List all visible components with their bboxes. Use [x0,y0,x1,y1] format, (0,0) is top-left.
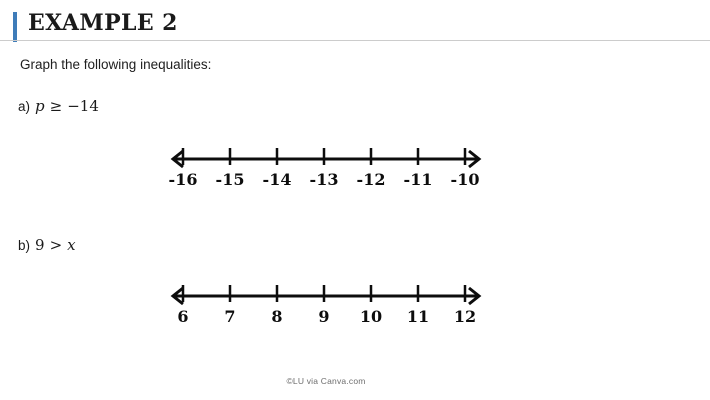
problem-b-label: b) [18,238,31,253]
numberline-a-ticks [183,148,465,165]
tick-label: 6 [177,307,189,326]
problem-b-variable: x [67,236,76,254]
tick-label: 10 [359,307,383,326]
title-accent-bar [13,12,17,42]
problem-a-variable: p [35,97,45,115]
tick-label: 9 [318,307,330,326]
tick-label: -10 [450,170,480,189]
problem-a [18,97,99,116]
problem-b-operator: > [49,236,63,254]
problem-a-value: −14 [67,97,99,115]
slide-title: EXAMPLE 2 [28,10,178,36]
numberline-a [166,140,486,192]
tick-label: -15 [215,170,245,189]
numberline-b-labels [177,307,476,326]
title-divider [0,40,710,41]
tick-label: -14 [262,170,292,189]
tick-label: 8 [271,307,283,326]
tick-label: -16 [168,170,198,189]
numberline-a-labels [169,170,480,189]
problem-a-operator: ≥ [49,97,63,115]
attribution-footer: ©LU via Canva.com [286,376,366,386]
problem-b-value: 9 [35,236,45,254]
tick-label: -13 [309,170,339,189]
tick-label: 12 [453,307,477,326]
problem-a-label: a) [18,99,31,114]
problem-b [18,236,76,255]
tick-label: 7 [224,307,236,326]
numberline-b [166,277,486,329]
numberline-b-ticks [183,285,465,302]
instruction-text: Graph the following inequalities: [20,57,212,72]
tick-label: -12 [356,170,386,189]
tick-label: -11 [403,170,433,189]
tick-label: 11 [406,307,430,326]
